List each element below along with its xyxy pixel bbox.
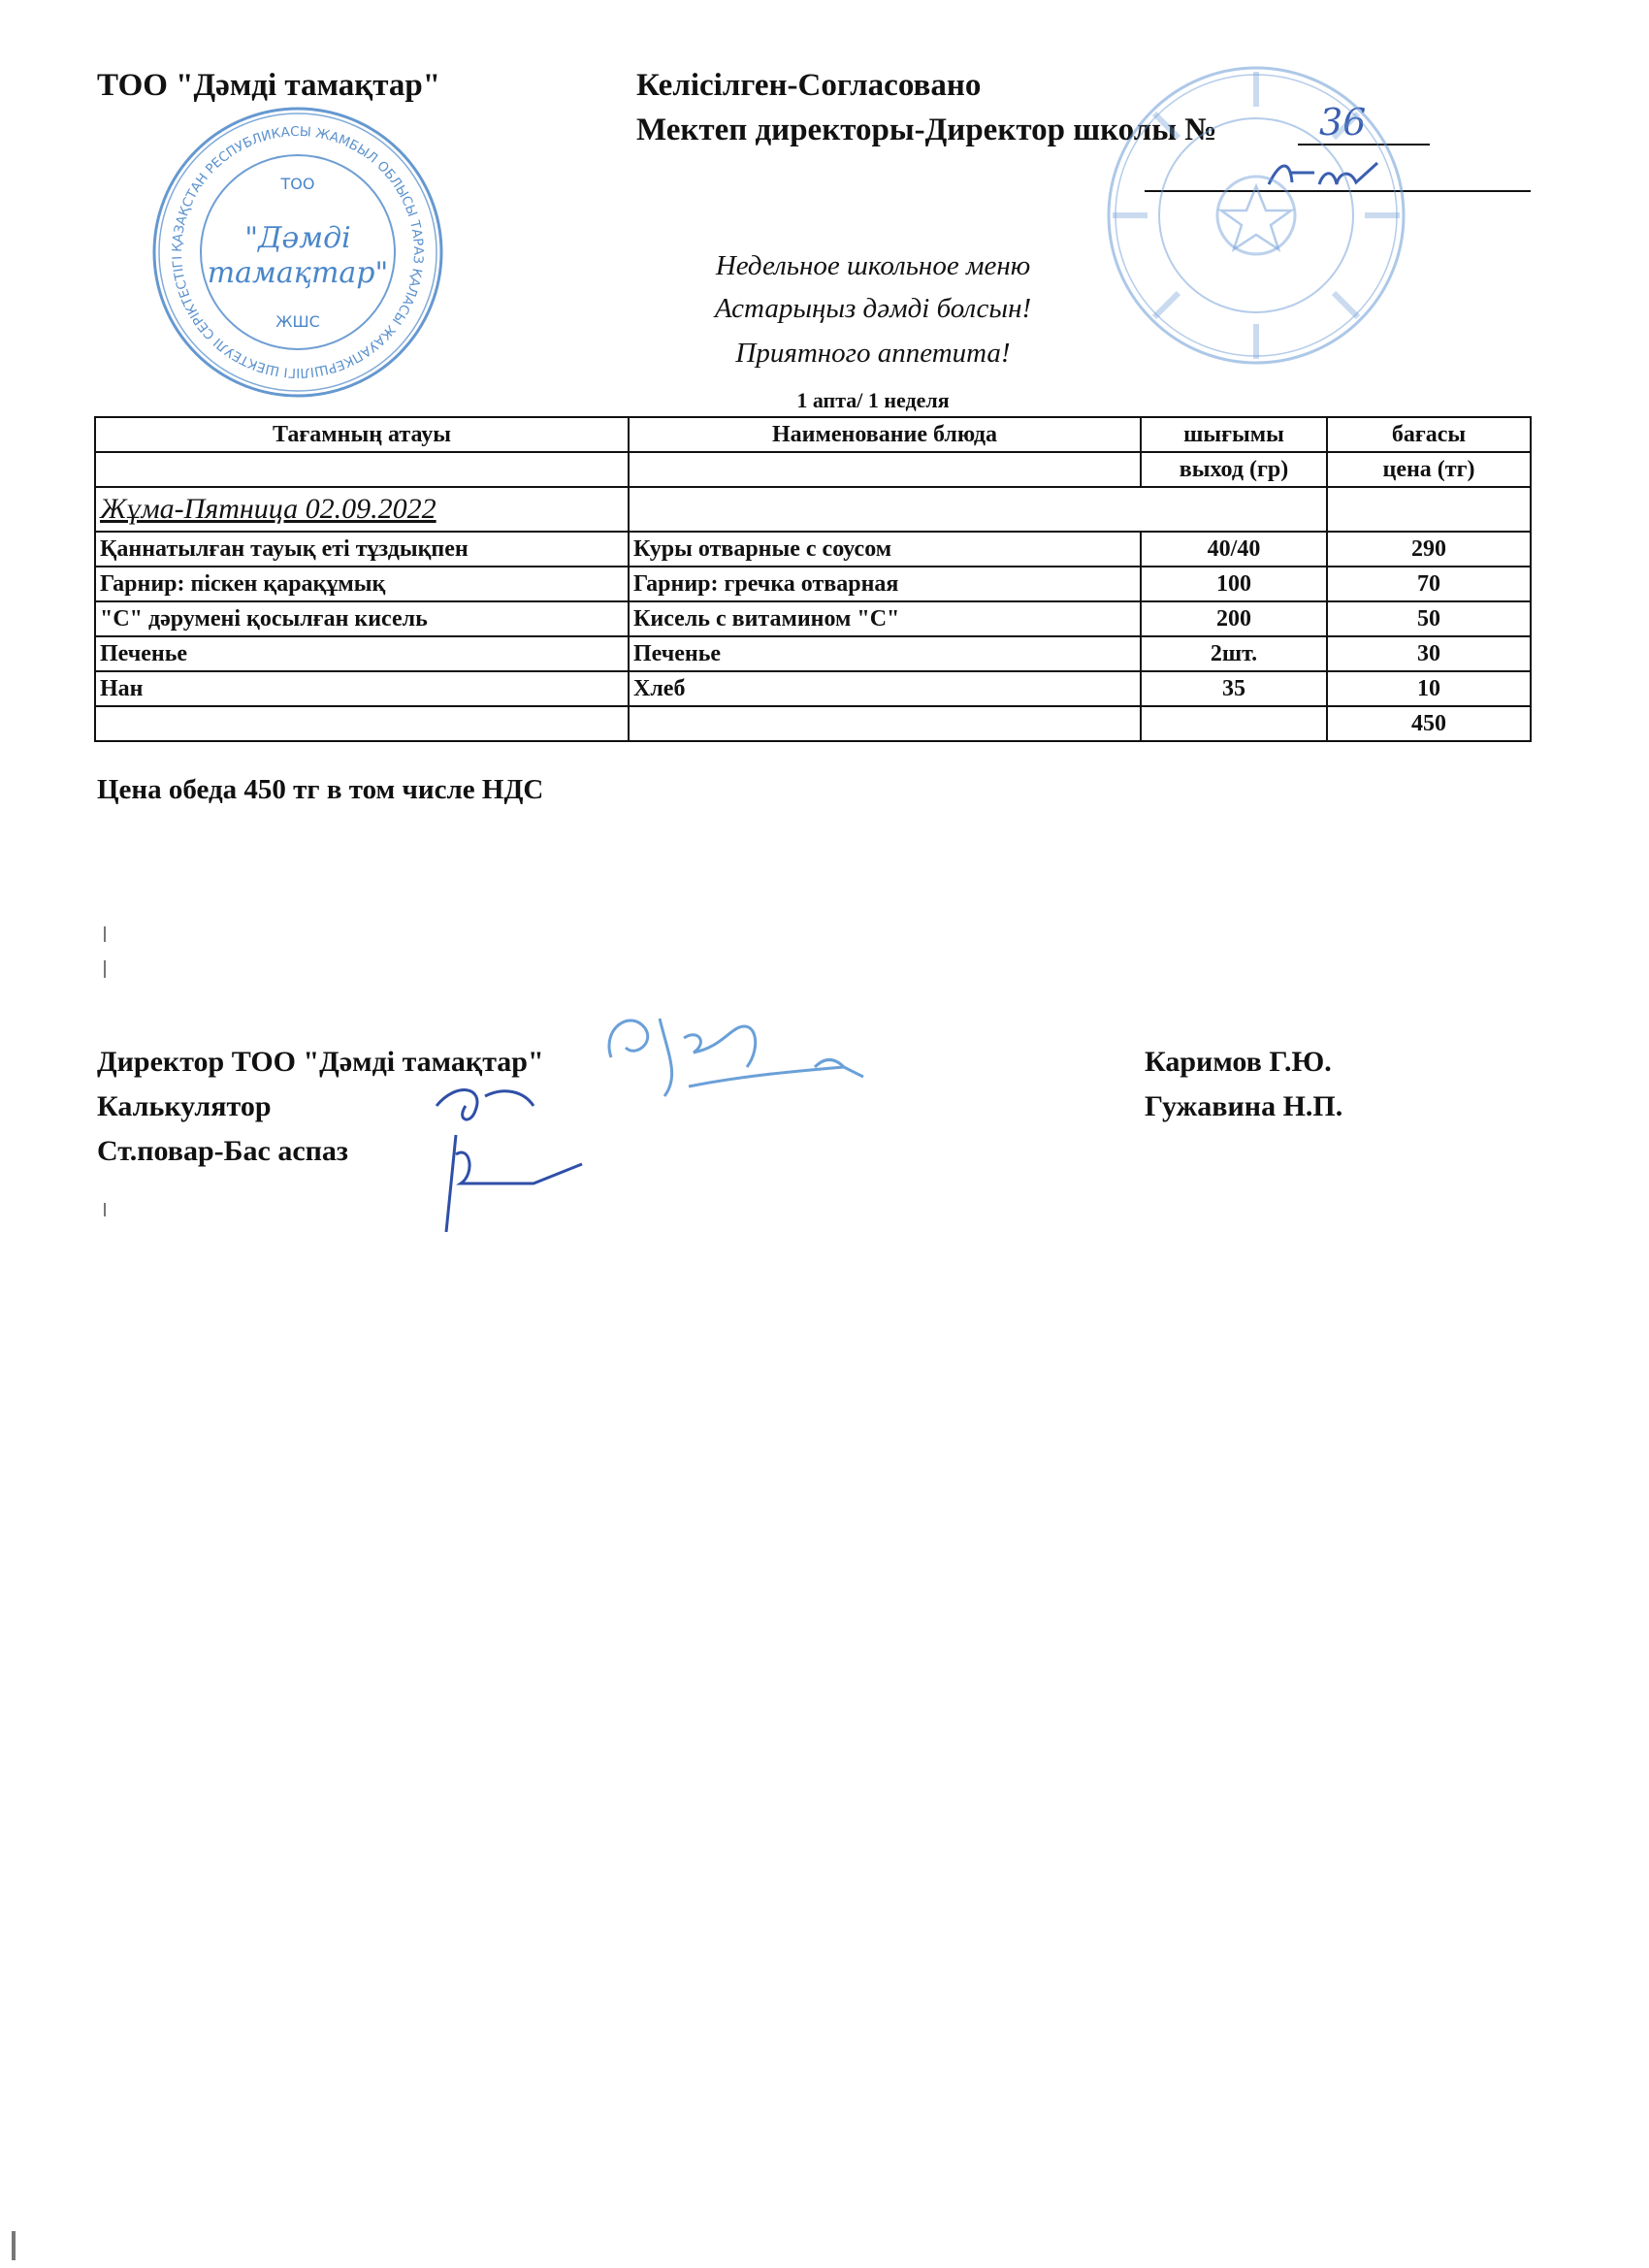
company-stamp-icon xyxy=(147,102,448,403)
menu-table xyxy=(94,416,1532,742)
dish-name-kz: Қаннатылған тауық еті тұздықпен xyxy=(95,532,629,567)
col-header-ru-name: Наименование блюда xyxy=(629,417,1141,452)
dish-name-ru: Гарнир: гречка отварная xyxy=(629,567,1141,601)
dish-yield: 100 xyxy=(1141,567,1327,601)
director-handwritten-signature-icon xyxy=(592,999,883,1125)
total-row xyxy=(95,706,1531,741)
school-stamp-icon xyxy=(1101,60,1411,371)
svg-text:ЖШС: ЖШС xyxy=(275,312,320,331)
table-subheader-row xyxy=(95,452,1531,487)
dish-yield: 2шт. xyxy=(1141,636,1327,671)
table-cell xyxy=(629,452,1141,487)
table-header-row xyxy=(95,417,1531,452)
scan-mark xyxy=(104,1203,106,1216)
table-row xyxy=(95,601,1531,636)
dish-price: 50 xyxy=(1327,601,1531,636)
table-cell xyxy=(95,452,629,487)
col-header-yield-ru: выход (гр) xyxy=(1141,452,1327,487)
table-cell xyxy=(629,706,1141,741)
svg-text:ТОО: ТОО xyxy=(280,175,315,193)
dish-name-ru: Печенье xyxy=(629,636,1141,671)
week-label: 1 апта/ 1 неделя xyxy=(796,388,950,412)
dish-yield: 35 xyxy=(1141,671,1327,706)
table-row xyxy=(95,532,1531,567)
director-line: Мектеп директоры-Директор школы № xyxy=(636,113,1217,147)
dish-name-kz: Печенье xyxy=(95,636,629,671)
dish-name-kz: Нан xyxy=(95,671,629,706)
day-row xyxy=(95,487,1531,532)
director-role: Директор ТОО "Дәмді тамақтар" xyxy=(97,1046,544,1078)
dish-name-ru: Кисель с витамином "С" xyxy=(629,601,1141,636)
chef-handwritten-signature-icon xyxy=(417,1077,592,1242)
dish-price: 10 xyxy=(1327,671,1531,706)
scan-mark xyxy=(104,926,106,942)
dish-yield: 40/40 xyxy=(1141,532,1327,567)
total-price: 450 xyxy=(1327,706,1531,741)
table-row xyxy=(95,671,1531,706)
calculator-name: Гужавина Н.П. xyxy=(1145,1090,1343,1122)
table-row xyxy=(95,567,1531,601)
scan-mark xyxy=(12,2231,16,2260)
table-cell xyxy=(1141,706,1327,741)
dish-price: 30 xyxy=(1327,636,1531,671)
director-name: Каримов Г.Ю. xyxy=(1145,1046,1332,1078)
day-label: Жұма-Пятница 02.09.2022 xyxy=(95,487,629,532)
svg-text:тамақтар": тамақтар" xyxy=(207,256,389,290)
company-name: ТОО "Дәмді тамақтар" xyxy=(97,68,441,103)
table-cell xyxy=(629,487,1327,532)
dish-name-kz: "С" дәрумені қосылған кисель xyxy=(95,601,629,636)
table-cell xyxy=(95,706,629,741)
col-header-kz-name: Тағамның атауы xyxy=(95,417,629,452)
dish-name-ru: Хлеб xyxy=(629,671,1141,706)
table-row xyxy=(95,636,1531,671)
col-header-price-ru: цена (тг) xyxy=(1327,452,1531,487)
title-bon-appetit-ru: Приятного аппетита! xyxy=(735,338,1011,369)
approval-label: Келісілген-Согласовано xyxy=(636,68,982,103)
price-note: Цена обеда 450 тг в том числе НДС xyxy=(97,774,544,805)
col-header-yield-kz: шығымы xyxy=(1141,417,1327,452)
dish-price: 290 xyxy=(1327,532,1531,567)
dish-name-ru: Куры отварные с соусом xyxy=(629,532,1141,567)
dish-yield: 200 xyxy=(1141,601,1327,636)
calculator-role: Калькулятор xyxy=(97,1090,272,1122)
school-number: 36 xyxy=(1319,101,1367,144)
stamp-ring-text: ҚАЗАҚСТАН РЕСПУБЛИКАСЫ ЖАМБЫЛ ОБЛЫСЫ ТАРАЗ ҚАЛАСЫ ЖАУАПКЕРШІЛІГІ ШЕКТЕУЛІ СЕРІКТЕСТІГІ xyxy=(169,123,427,381)
dish-price: 70 xyxy=(1327,567,1531,601)
scan-mark xyxy=(104,960,106,978)
dish-name-kz: Гарнир: піскен қарақұмық xyxy=(95,567,629,601)
table-cell xyxy=(1327,487,1531,532)
chef-role: Ст.повар-Бас аспаз xyxy=(97,1135,348,1167)
title-bon-appetit-kz: Астарыңыз дәмді болсын! xyxy=(714,293,1032,324)
title-weekly-menu: Недельное школьное меню xyxy=(715,250,1031,281)
col-header-price-kz: бағасы xyxy=(1327,417,1531,452)
svg-text:"Дәмді: "Дәмді xyxy=(244,221,351,255)
